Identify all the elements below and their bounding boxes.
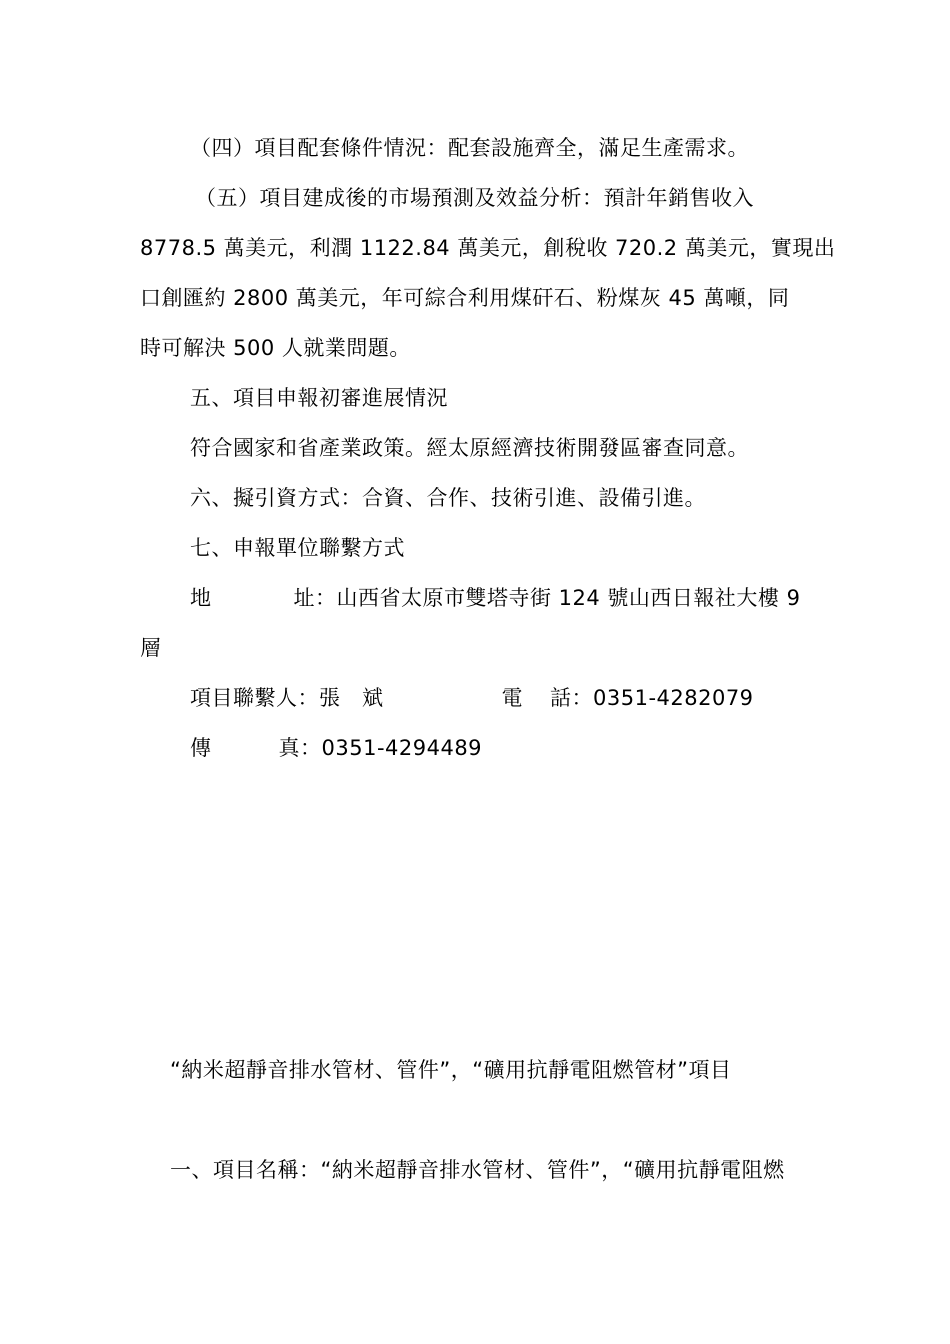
address-label-b: 址：山西省太原市雙塔寺街 124 號山西日報社大樓 9 [293,586,801,610]
phone-label-a: 電 [501,686,523,710]
contact-person: 項目聯繫人：張 斌 [190,686,384,710]
section-4-paragraph: （四）項目配套條件情況：配套設施齊全，滿足生產需求。 [190,136,749,160]
item-1-project-name: 一、項目名稱：“納米超靜音排水管材、管件”，“礦用抗靜電阻燃 [170,1158,785,1182]
project-title: “納米超靜音排水管材、管件”，“礦用抗靜電阻燃管材”項目 [170,1058,732,1082]
fax-line [190,733,482,763]
section-5-line-3: 口創匯約 2800 萬美元，年可綜合利用煤矸石、粉煤灰 45 萬噸，同 [140,286,790,310]
section-5-line-2: 8778.5 萬美元，利潤 1122.84 萬美元，創稅收 720.2 萬美元，實現出 [140,236,836,260]
address-line [190,583,800,613]
heading-5: 五、項目申報初審進展情況 [190,386,448,410]
fax-label-b: 真：0351-4294489 [278,736,483,760]
section-5-line-1: （五）項目建成後的市場預測及效益分析：預計年銷售收入 [195,186,754,210]
heading-5-body: 符合國家和省產業政策。經太原經濟技術開發區審查同意。 [190,436,749,460]
phone-label-b: 話：0351-4282079 [550,686,754,710]
heading-6: 六、擬引資方式：合資、合作、技術引進、設備引進。 [190,486,706,510]
address-label-a: 地 [190,586,212,610]
heading-7: 七、申報單位聯繫方式 [190,536,405,560]
contact-line [190,683,754,713]
address-continuation: 層 [140,636,162,660]
section-5-line-4: 時可解決 500 人就業問題。 [140,336,411,360]
fax-label-a: 傳 [190,736,212,760]
